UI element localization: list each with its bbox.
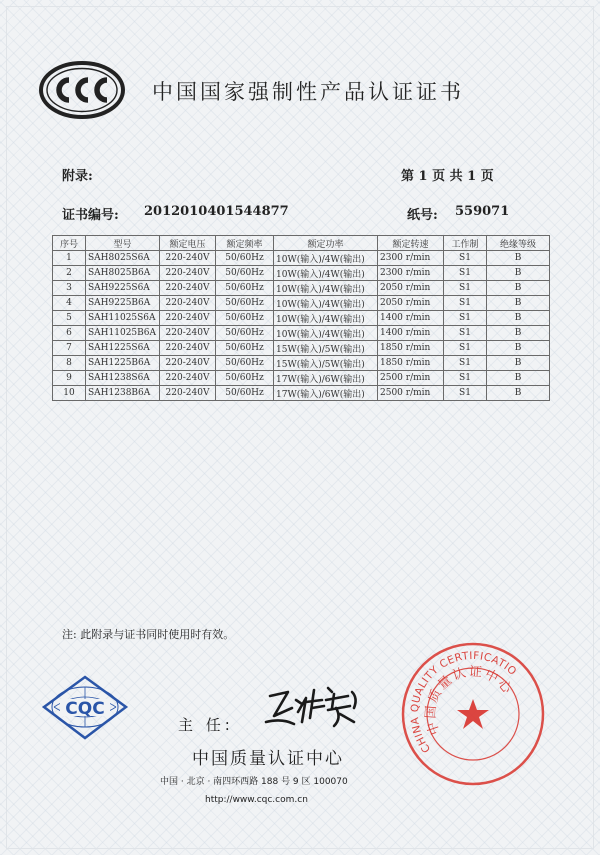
product-spec-table [52, 235, 550, 401]
table-cell: 15W(输入)/5W(输出) [274, 356, 378, 371]
table-cell: S1 [444, 296, 487, 311]
table-cell: 2500 r/min [378, 371, 444, 386]
table-cell: 2500 r/min [378, 386, 444, 401]
table-cell: 50/60Hz [216, 386, 274, 401]
table-cell: 1850 r/min [378, 356, 444, 371]
table-cell: B [487, 311, 550, 326]
table-cell: SAH8025B6A [86, 266, 160, 281]
table-row [53, 281, 550, 296]
table-cell: SAH9225S6A [86, 281, 160, 296]
table-cell: S1 [444, 341, 487, 356]
table-cell: 10W(输入)/4W(输出) [274, 251, 378, 266]
table-cell: 50/60Hz [216, 251, 274, 266]
table-cell: 220-240V [160, 371, 216, 386]
table-cell: B [487, 296, 550, 311]
table-cell: B [487, 371, 550, 386]
director-label: 主 任: [178, 716, 234, 734]
table-cell: 10W(输入)/4W(输出) [274, 266, 378, 281]
table-header-row [53, 236, 550, 251]
table-cell: 10W(输入)/4W(输出) [274, 296, 378, 311]
table-cell: 50/60Hz [216, 371, 274, 386]
certificate-title: 中国国家强制性产品认证证书 [152, 80, 464, 104]
seal-inner-text: 中国质量认证中心 [423, 664, 516, 737]
table-cell: 2300 r/min [378, 251, 444, 266]
table-cell: 220-240V [160, 281, 216, 296]
table-cell: 2 [53, 266, 86, 281]
table-cell: S1 [444, 251, 487, 266]
table-cell: S1 [444, 326, 487, 341]
table-cell: 15W(输入)/5W(输出) [274, 341, 378, 356]
table-cell: 50/60Hz [216, 311, 274, 326]
table-cell: 6 [53, 326, 86, 341]
table-cell: SAH1225B6A [86, 356, 160, 371]
table-cell: 17W(输入)/6W(输出) [274, 371, 378, 386]
table-cell: 5 [53, 311, 86, 326]
table-cell: 4 [53, 296, 86, 311]
table-row [53, 371, 550, 386]
table-cell: 50/60Hz [216, 356, 274, 371]
table-cell: SAH1238S6A [86, 371, 160, 386]
table-cell: 7 [53, 341, 86, 356]
table-cell: 220-240V [160, 386, 216, 401]
table-cell: 50/60Hz [216, 281, 274, 296]
table-cell: S1 [444, 281, 487, 296]
seal-star-icon [457, 699, 489, 729]
table-cell: 17W(输入)/6W(输出) [274, 386, 378, 401]
header-cell: 额定电压 [160, 236, 216, 251]
table-cell: 220-240V [160, 356, 216, 371]
table-cell: S1 [444, 371, 487, 386]
table-cell: 220-240V [160, 326, 216, 341]
table-row [53, 326, 550, 341]
header-cell: 型号 [86, 236, 160, 251]
table-cell: 10W(输入)/4W(输出) [274, 311, 378, 326]
appendix-label: 附录: [62, 169, 93, 184]
page-info: 第 1 页 共 1 页 [401, 169, 494, 184]
header-cell: 绝缘等级 [487, 236, 550, 251]
table-cell: 1850 r/min [378, 341, 444, 356]
header-cell: 额定转速 [378, 236, 444, 251]
header-cell: 额定功率 [274, 236, 378, 251]
table-row [53, 266, 550, 281]
seal-outer-text: CHINA QUALITY CERTIFICATION [408, 649, 519, 755]
table-cell: 9 [53, 371, 86, 386]
header-cell: 额定频率 [216, 236, 274, 251]
table-cell: SAH1238B6A [86, 386, 160, 401]
table-cell: SAH11025S6A [86, 311, 160, 326]
table-cell: 10W(输入)/4W(输出) [274, 326, 378, 341]
table-cell: 220-240V [160, 266, 216, 281]
table-cell: 8 [53, 356, 86, 371]
table-cell: B [487, 356, 550, 371]
table-cell: 50/60Hz [216, 341, 274, 356]
paper-no-label: 纸号: [407, 208, 438, 223]
table-cell: 220-240V [160, 296, 216, 311]
cert-no-label: 证书编号: [62, 208, 119, 223]
director-signature [262, 678, 372, 733]
table-cell: 50/60Hz [216, 296, 274, 311]
table-cell: B [487, 326, 550, 341]
table-row [53, 296, 550, 311]
table-cell: 2050 r/min [378, 296, 444, 311]
table-row [53, 341, 550, 356]
table-cell: B [487, 251, 550, 266]
cqc-logo-icon [40, 675, 130, 740]
table-cell: 50/60Hz [216, 266, 274, 281]
table-cell: S1 [444, 311, 487, 326]
header-cell: 工作制 [444, 236, 487, 251]
table-row [53, 311, 550, 326]
table-cell: SAH8025S6A [86, 251, 160, 266]
table-cell: B [487, 386, 550, 401]
org-address: 中国 · 北京 · 南四环西路 188 号 9 区 100070 [160, 777, 348, 787]
org-name: 中国质量认证中心 [192, 749, 344, 769]
table-cell: S1 [444, 266, 487, 281]
table-cell: B [487, 281, 550, 296]
table-cell: 10W(输入)/4W(输出) [274, 281, 378, 296]
table-cell: 220-240V [160, 341, 216, 356]
appendix-note: 注: 此附录与证书同时使用时有效。 [62, 628, 235, 641]
table-cell: SAH1225S6A [86, 341, 160, 356]
table-cell: B [487, 341, 550, 356]
paper-no: 559071 [455, 204, 510, 219]
table-cell: 3 [53, 281, 86, 296]
cqc-logo-text: CQC [65, 699, 105, 719]
official-seal [400, 641, 546, 787]
table-cell: 1400 r/min [378, 326, 444, 341]
table-cell: 2050 r/min [378, 281, 444, 296]
table-row [53, 251, 550, 266]
org-website: http://www.cqc.com.cn [205, 795, 308, 805]
table-cell: 220-240V [160, 251, 216, 266]
ccc-logo-icon [38, 60, 126, 120]
table-row [53, 386, 550, 401]
table-cell: 1400 r/min [378, 311, 444, 326]
table-cell: SAH9225B6A [86, 296, 160, 311]
table-cell: SAH11025B6A [86, 326, 160, 341]
table-cell: 2300 r/min [378, 266, 444, 281]
cert-no: 2012010401544877 [144, 204, 289, 219]
table-cell: B [487, 266, 550, 281]
table-cell: 10 [53, 386, 86, 401]
header-cell: 序号 [53, 236, 86, 251]
table-cell: S1 [444, 356, 487, 371]
table-cell: 1 [53, 251, 86, 266]
table-cell: 220-240V [160, 311, 216, 326]
table-row [53, 356, 550, 371]
table-cell: 50/60Hz [216, 326, 274, 341]
table-cell: S1 [444, 386, 487, 401]
